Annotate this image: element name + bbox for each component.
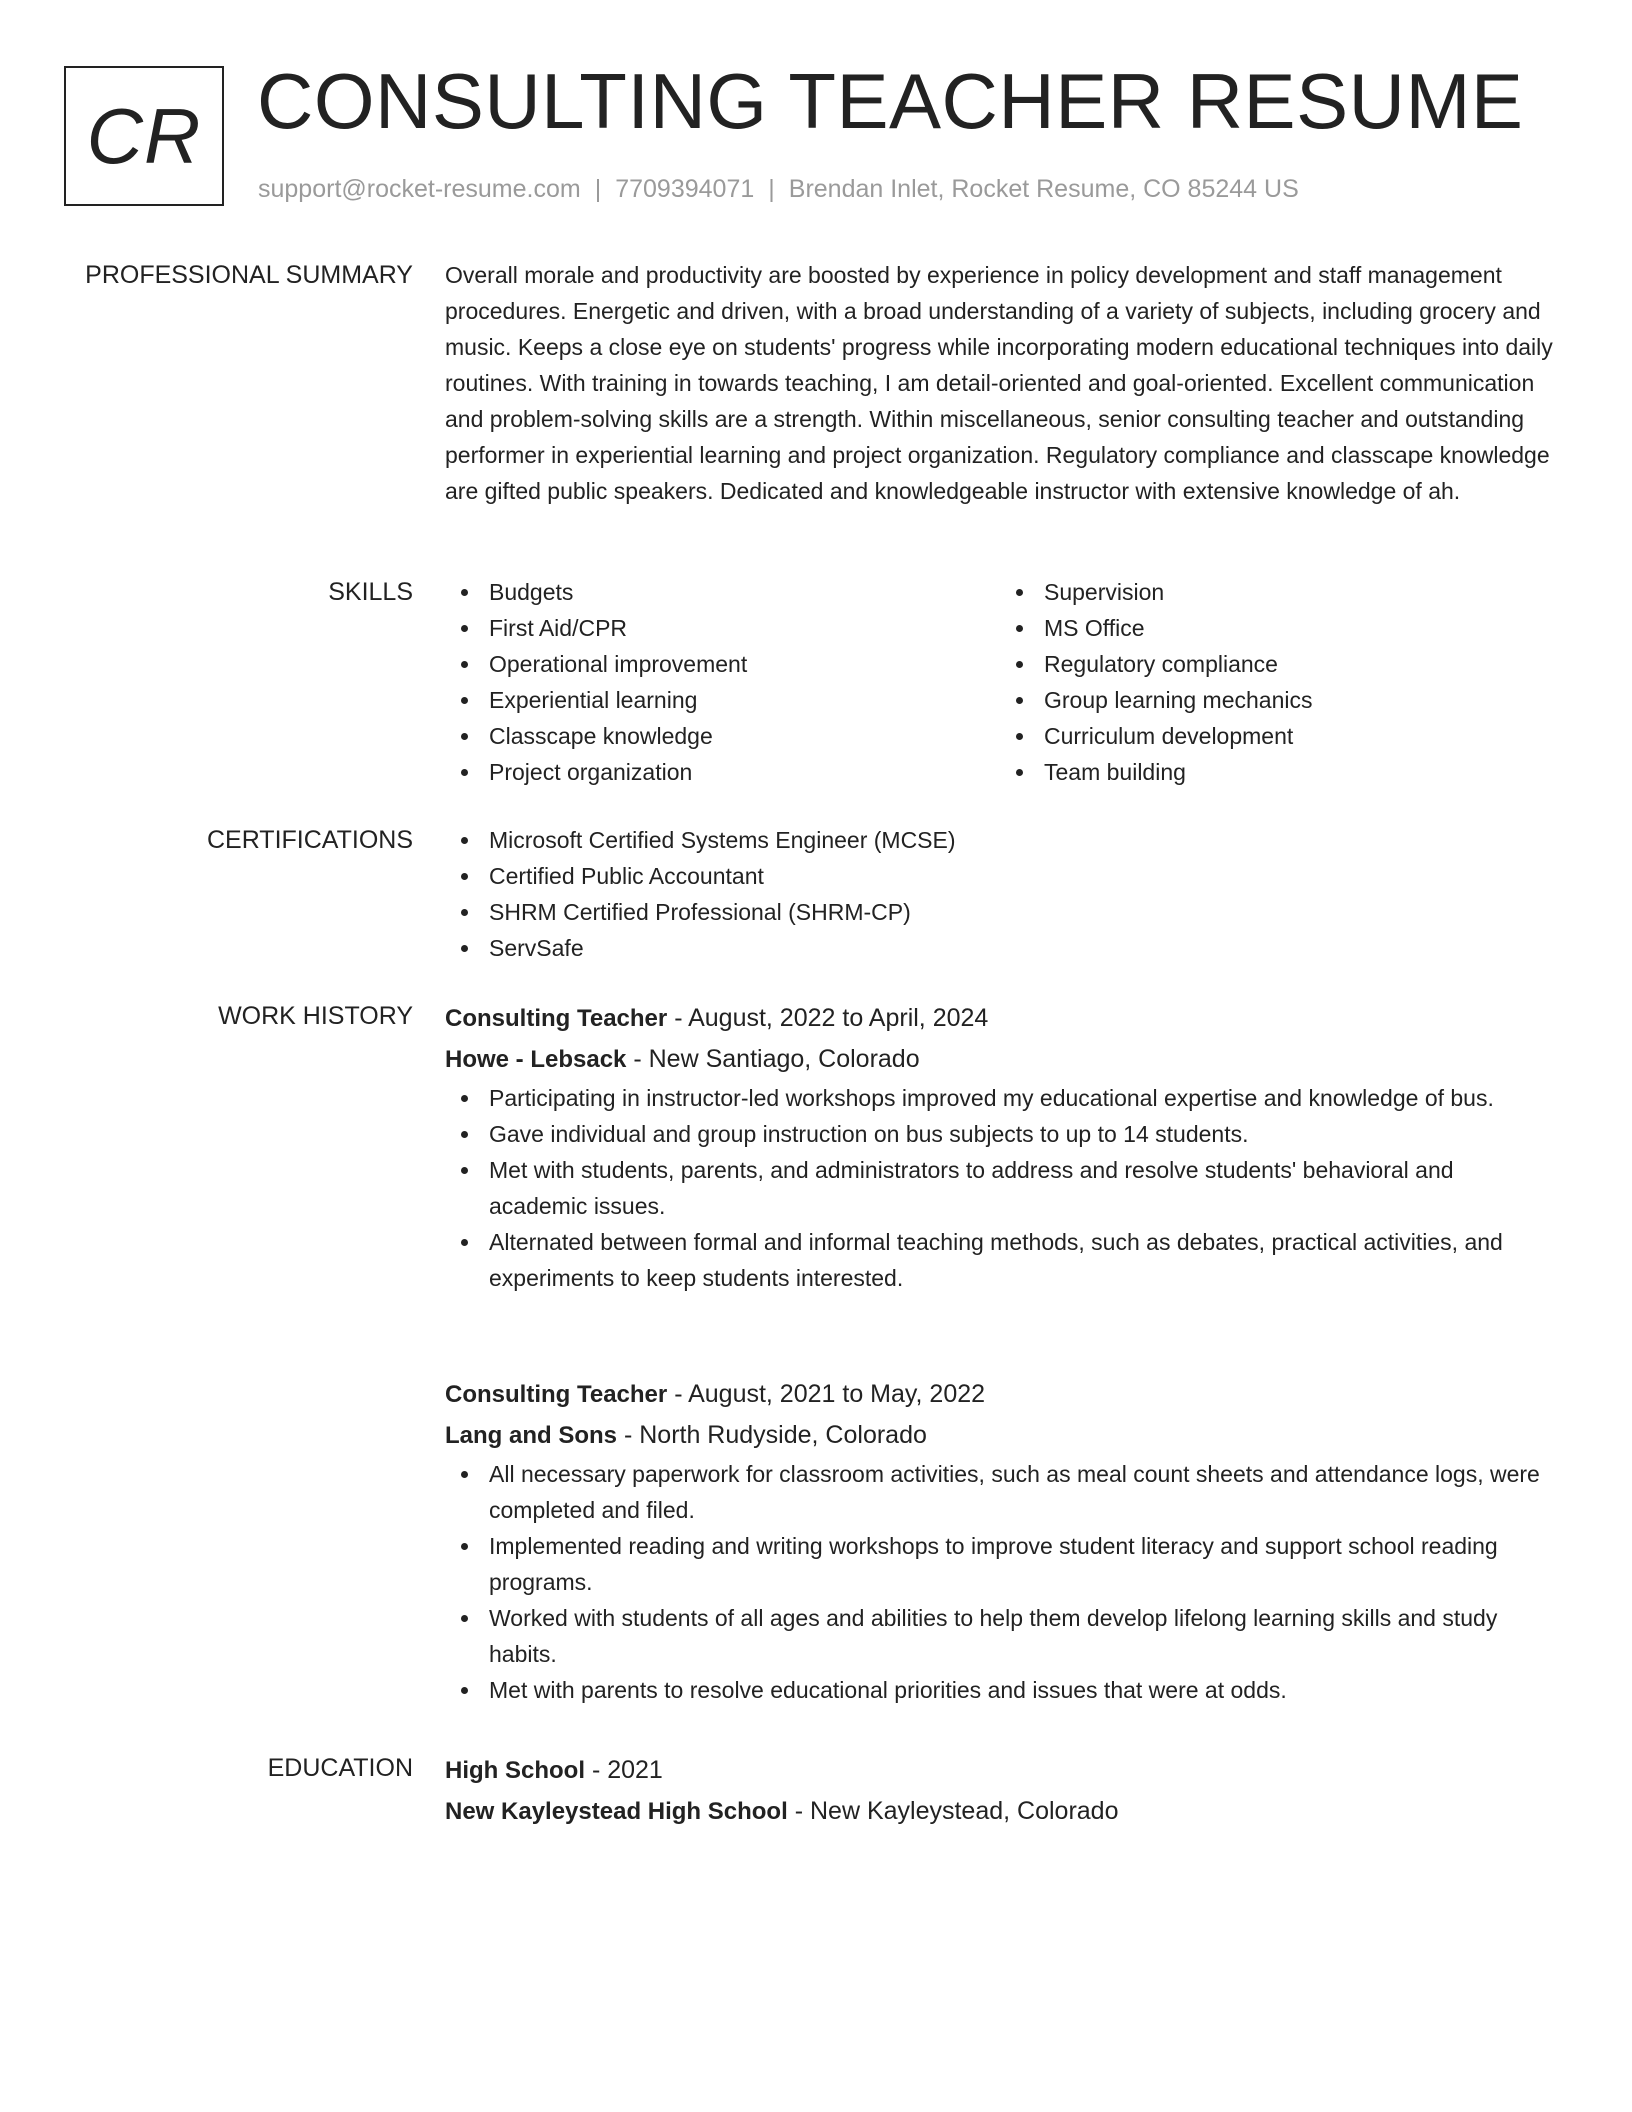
skill-item: Team building	[1044, 754, 1555, 790]
education-location: - New Kayleystead, Colorado	[787, 1797, 1119, 1825]
job-duties	[445, 1456, 1555, 1708]
skill-item: Supervision	[1044, 574, 1555, 610]
certifications-list	[445, 822, 1555, 966]
skill-item: Regulatory compliance	[1044, 646, 1555, 682]
job-duty: Alternated between formal and informal teaching methods, such as debates, practical activities, and experiments to keep students interested.	[489, 1224, 1555, 1296]
certification-item: Microsoft Certified Systems Engineer (MCSE)	[489, 822, 1555, 858]
contact-separator: |	[594, 175, 602, 203]
skill-item: Curriculum development	[1044, 718, 1555, 754]
job-dates: - August, 2021 to May, 2022	[667, 1380, 986, 1408]
education-year: - 2021	[585, 1756, 663, 1784]
job-duty: Participating in instructor-led workshops improved my educational expertise and knowledge of bus.	[489, 1080, 1555, 1116]
skills-list-left	[445, 574, 1000, 790]
job-dates: - August, 2022 to April, 2024	[667, 1004, 989, 1032]
job-company-line	[445, 1039, 1555, 1080]
job-entry	[445, 1374, 1555, 1708]
certification-item: Certified Public Accountant	[489, 858, 1555, 894]
skill-item: Operational improvement	[489, 646, 1000, 682]
job-duty: Met with students, parents, and administrators to address and resolve students' behavioral and academic issues.	[489, 1152, 1555, 1224]
education-school-line	[445, 1791, 1555, 1832]
job-duty: Gave individual and group instruction on bus subjects to up to 14 students.	[489, 1116, 1555, 1152]
contact-email: support@rocket-resume.com	[258, 175, 581, 203]
skill-item: Classcape knowledge	[489, 718, 1000, 754]
job-title-line	[445, 1374, 1555, 1415]
job-duty: Implemented reading and writing workshops to improve student literacy and support school reading programs.	[489, 1528, 1555, 1600]
certification-item: ServSafe	[489, 930, 1555, 966]
skill-item: MS Office	[1044, 610, 1555, 646]
resume-title: CONSULTING TEACHER RESUME	[257, 57, 1524, 145]
skill-item: Project organization	[489, 754, 1000, 790]
job-duty: All necessary paperwork for classroom activities, such as meal count sheets and attendance logs, were completed and filed.	[489, 1456, 1555, 1528]
job-duty: Worked with students of all ages and abilities to help them develop lifelong learning skills and study habits.	[489, 1600, 1555, 1672]
job-company: Lang and Sons	[445, 1422, 618, 1449]
work-history-heading: WORK HISTORY	[218, 1002, 413, 1030]
contact-line	[258, 174, 1299, 204]
contact-separator: |	[768, 175, 775, 203]
job-duty: Met with parents to resolve educational priorities and issues that were at odds.	[489, 1672, 1555, 1708]
job-title: Consulting Teacher	[445, 1005, 668, 1032]
certifications-heading: CERTIFICATIONS	[206, 826, 413, 854]
education-heading: EDUCATION	[267, 1754, 413, 1782]
job-company: Howe - Lebsack	[445, 1046, 627, 1073]
contact-address: Brendan Inlet, Rocket Resume, CO 85244 US	[788, 175, 1299, 203]
job-company-line	[445, 1415, 1555, 1456]
skills-list-right	[1000, 574, 1555, 790]
job-title: Consulting Teacher	[445, 1381, 668, 1408]
education-school: New Kayleystead High School	[445, 1798, 788, 1825]
monogram-initials: CR	[86, 91, 202, 180]
job-location: - North Rudyside, Colorado	[617, 1421, 927, 1449]
job-title-line	[445, 998, 1555, 1039]
job-location: - New Santiago, Colorado	[626, 1045, 920, 1073]
job-entry	[445, 998, 1555, 1296]
job-duties	[445, 1080, 1555, 1296]
skill-item: Group learning mechanics	[1044, 682, 1555, 718]
skills-heading: SKILLS	[328, 578, 413, 606]
monogram-box	[64, 66, 224, 206]
skill-item: Budgets	[489, 574, 1000, 610]
certification-item: SHRM Certified Professional (SHRM-CP)	[489, 894, 1555, 930]
education-degree-line	[445, 1750, 1555, 1791]
summary-heading: PROFESSIONAL SUMMARY	[85, 261, 413, 289]
education-degree: High School	[445, 1757, 585, 1784]
skill-item: First Aid/CPR	[489, 610, 1000, 646]
skill-item: Experiential learning	[489, 682, 1000, 718]
summary-text: Overall morale and productivity are boosted by experience in policy development and staff management procedures. Energetic and driven, with a broad understanding of a variety of subjects, including grocery and music. Keeps a close eye on students' progress while incorporating modern educational techniques into daily routines. With training in towards teaching, I am detail-oriented and goal-oriented. Excellent communication and problem-solving skills are a strength. Within miscellaneous, senior consulting teacher and outstanding performer in experiential learning and project organization. Regulatory compliance and classcape knowledge are gifted public speakers. Dedicated and knowledgeable instructor with extensive knowledge of ah.	[445, 262, 1553, 504]
contact-phone: 7709394071	[615, 175, 755, 203]
